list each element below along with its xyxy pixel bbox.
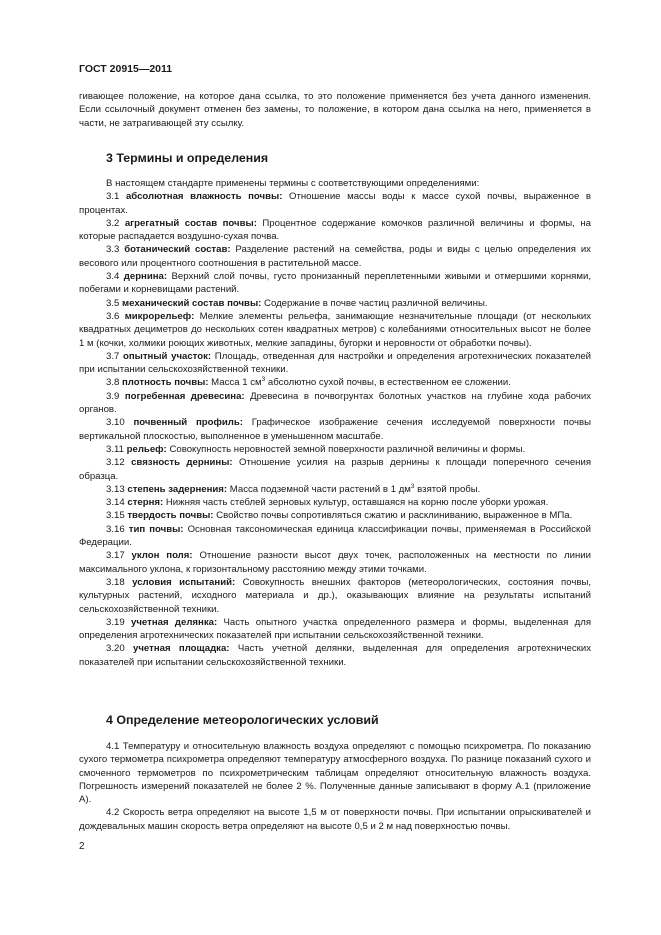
definition-text: Совокупность неровностей земной поверхности различной величины и формы.: [169, 443, 526, 455]
section-3-title: 3 Термины и определения: [106, 151, 269, 165]
definition-text: Часть опытного участка определенного размера и формы, выделенная для определения агротехнических показателей при испытании сельскохозяйственной техники.: [79, 616, 592, 642]
section-3-lead: В настоящем стандарте применены термины с соответствующими определениями:: [106, 178, 480, 189]
definition-text: Процентное содержание комочков различной величины и формы, на которые распадается воздушно-сухая почва.: [79, 217, 591, 243]
intro-paragraph: [79, 90, 591, 130]
definition-item: [79, 217, 591, 244]
definition-number: 3.15: [106, 510, 125, 522]
definition-term: почвенный профиль:: [133, 417, 243, 429]
definition-term: абсолютная влажность почвы:: [125, 191, 283, 203]
definition-number: 3.12: [106, 457, 125, 469]
definition-item: [79, 549, 591, 576]
definition-text: абсолютно сухой почвы, в естественном ее сложении.: [265, 377, 511, 389]
definition-item: [79, 243, 591, 270]
definition-text: Отношение разности высот двух точек, расположенных на местности по линии максимального уклона, к горизонтальному расстоянию между этими точками.: [79, 550, 591, 575]
definition-number: 3.20: [106, 643, 125, 655]
definition-item: [79, 376, 591, 389]
definition-number: 3.18: [106, 576, 125, 588]
definition-number: 3.10: [106, 417, 125, 429]
definition-term: учетная площадка:: [133, 643, 230, 655]
definition-number: 3.1: [106, 191, 120, 203]
definition-term: плотность почвы:: [122, 377, 209, 389]
definition-text: взятой пробы.: [414, 483, 481, 495]
definition-text: Основная таксономическая единица классификации почвы, применяемая в Российской Федерации.: [79, 523, 591, 549]
definition-item: [79, 509, 591, 522]
section-3-body: [79, 177, 591, 669]
definition-item: [79, 523, 591, 550]
definition-item: [79, 483, 591, 496]
definition-number: 3.11: [106, 443, 124, 455]
definition-item: [79, 576, 591, 616]
definition-term: механический состав почвы:: [122, 297, 262, 309]
definition-number: 3.16: [106, 523, 125, 535]
definition-text: Совокупность внешних факторов (метеорологических, состояния почвы, культурных растений, исходного материала и др.), оказывающих влияние на результаты испытаний сельскохозяйственной техники.: [79, 576, 592, 615]
definition-term: микрорельеф:: [124, 310, 195, 322]
definition-text: Верхний слой почвы, густо пронизанный переплетенными живыми и отмершими корнями, побегами и корневищами растений.: [79, 271, 591, 296]
definition-number: 3.9: [106, 390, 120, 402]
definition-text: Свойство почвы сопротивляться сжатию и расклиниванию, выраженное в МПа.: [216, 510, 573, 522]
definition-text: Разделение растений на семейства, роды и виды с целью определения их весового или процентного соотношения в растительной массе.: [79, 244, 591, 269]
definition-term: опытный участок:: [123, 350, 212, 362]
definition-text: Площадь, отведенная для настройки и определения агротехнических показателей при испытании сельскохозяйственной техники.: [79, 350, 592, 376]
definition-number: 3.17: [106, 550, 125, 562]
intro-text: гивающее положение, на которое дана ссылка, то это положение применяется без учета данного изменения. Если ссылочный документ отменен без замены, то положение, в котором дана ссылка на него, применяется в части, не затрагивающей эту ссылку.: [79, 91, 591, 129]
definition-item: [79, 190, 591, 217]
definition-item: [79, 270, 591, 297]
definitions-list: [79, 190, 591, 669]
definition-term: стерня:: [127, 497, 164, 509]
section-4-para-2: 4.2 Скорость ветра определяют на высоте 1,5 м от поверхности почвы. При испытании опрыскивателей и дождевальных машин скорость ветра определяют на высоте 0,5 и 2 м над поверхностью почвы.: [79, 807, 591, 832]
definition-item: [79, 443, 591, 456]
definition-number: 3.3: [106, 244, 120, 256]
definition-term: тип почвы:: [128, 523, 184, 535]
definition-number: 3.2: [106, 217, 120, 229]
definition-text: Отношение массы воды к массе сухой почвы, выраженное в процентах.: [79, 191, 591, 216]
definition-text: Отношение усилия на разрыв дернины к площади поперечного сечения образца.: [79, 457, 592, 482]
document-header: ГОСТ 20915—2011: [79, 63, 173, 75]
superscript: 3: [410, 482, 415, 490]
definition-number: 3.8: [106, 377, 120, 389]
definition-number: 3.5: [106, 297, 120, 309]
definition-text: Мелкие элементы рельефа, занимающие незначительные площади (от нескольких квадратных дециметров до нескольких сотен квадратных метров) с колебаниями относительных высот не более 1 м (кочки, холмики роющих животных, мелкие западины, бугорки и неровности от обработки почвы).: [79, 310, 591, 349]
definition-item: [79, 456, 591, 483]
definition-term: ботанический состав:: [124, 244, 231, 256]
definition-text: Нижняя часть стеблей зерновых культур, оставшаяся на корню после уборки урожая.: [165, 497, 549, 509]
definition-term: дернина:: [123, 271, 168, 283]
definition-text: Графическое изображение сечения исследуемой поверхности почвы вертикальной плоскостью, выполненное в уменьшенном масштабе.: [79, 417, 591, 442]
definition-text: Содержание в почве частиц различной величины.: [264, 297, 488, 309]
definition-text: Часть учетной делянки, выделенная для определения агротехнических показателей при испытании сельскохозяйственной техники.: [79, 643, 591, 668]
definition-text: Древесина в почвогрунтах болотных участков на глубине хода рабочих органов.: [79, 390, 592, 416]
definition-item: [79, 496, 591, 509]
definition-term: степень задернения:: [127, 483, 228, 495]
section-4-para-1: 4.1 Температуру и относительную влажность воздуха определяют с помощью психрометра. По показанию сухого термометра психрометра определяют температуру атмосферного воздуха. По разнице показаний сухого и смоченного термометров по психрометрическим таблицам определяют относительную влажность воздуха. Погрешность измерений показателей не более 2 %. Полученные данные записывают в форму А.1 (приложение А).: [79, 741, 591, 806]
definition-text: Масса 1 см: [211, 377, 262, 389]
definition-term: уклон поля:: [131, 550, 193, 562]
definition-number: 3.14: [106, 497, 125, 509]
definition-term: условия испытаний:: [132, 576, 236, 588]
definition-item: [79, 390, 591, 417]
definition-term: твердость почвы:: [127, 510, 214, 522]
superscript: 3: [261, 376, 266, 384]
definition-number: 3.4: [106, 271, 120, 283]
definition-term: рельеф:: [126, 443, 167, 455]
definition-number: 3.13: [106, 483, 125, 495]
definition-item: [79, 310, 591, 350]
definition-term: учетная делянка:: [131, 616, 218, 628]
definition-number: 3.6: [106, 310, 120, 322]
definition-item: [79, 416, 591, 443]
definition-number: 3.7: [106, 350, 120, 362]
definition-item: [79, 350, 591, 377]
definition-item: [79, 297, 591, 310]
section-4-title: 4 Определение метеорологических условий: [106, 713, 379, 727]
definition-term: связность дернины:: [131, 457, 233, 469]
definition-item: [79, 642, 591, 669]
definition-text: Масса подземной части растений в 1 дм: [229, 483, 411, 495]
definition-term: агрегатный состав почвы:: [124, 217, 257, 229]
definition-term: погребенная древесина:: [124, 390, 245, 402]
definition-number: 3.19: [106, 616, 125, 628]
definition-item: [79, 616, 591, 643]
section-4-body: [79, 740, 591, 833]
page-number: 2: [79, 841, 85, 852]
